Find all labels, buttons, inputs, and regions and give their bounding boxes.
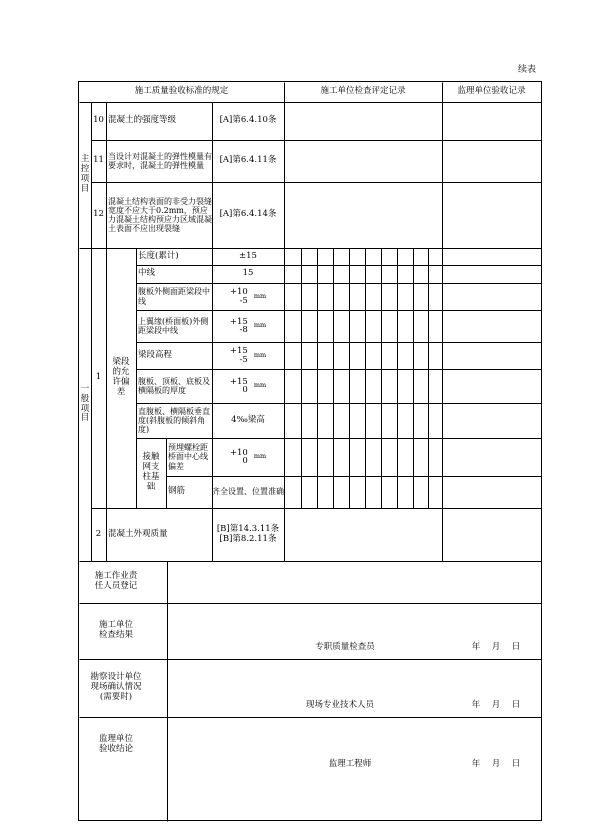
date-month-1: 月 (491, 642, 501, 653)
general-label: 一 般 项 目 (80, 383, 90, 424)
continued-label: 续表 (517, 64, 536, 75)
row-name-rebar: 钢筋 (168, 486, 186, 497)
item-desc-appearance: 混凝土外观质量 (108, 528, 168, 539)
main-control-label: 主 控 项 目 (80, 154, 90, 194)
item-ref-12: [A]第6.4.14条 (219, 209, 277, 220)
date-day-3: 日 (511, 759, 521, 770)
date-month-2: 月 (491, 700, 501, 711)
row-tol-thickness: +15 0 mm (229, 376, 267, 395)
item-ref-appearance: [B]第14.3.11条 [B]第8.2.11条 (216, 523, 280, 544)
row-name-bolt: 预埋螺栓距桥面中心线偏差 (168, 443, 208, 471)
item-desc-12: 混凝土结构表面的非受力裂缝宽度不应大于0.2mm，预应力混凝土结构预应力区域混凝土表面不应出现裂缝 (108, 196, 212, 234)
item-ref-10: [A]第6.4.10条 (219, 115, 277, 126)
row-tol-flange-offset: +15 -8 mm (229, 316, 267, 335)
col-header-supervisor: 监理单位验收记录 (457, 86, 526, 97)
row-name-flange-offset: 上翼缘(桥面板)外侧距梁段中线 (138, 316, 209, 335)
row-tol-verticality: 4‰梁高 (231, 414, 265, 425)
row-tol-elevation: +15 -5 mm (229, 346, 267, 365)
date-year-2: 年 (471, 700, 481, 711)
quality-inspector-label: 专职质量检查员 (315, 642, 375, 653)
col-header-standard: 施工质量验收标准的规定 (134, 86, 229, 97)
item-no-12: 12 (93, 209, 104, 220)
footer-design-confirm-label: 勘察设计单位现场确认情况(需要时) (90, 672, 142, 702)
row-tol-bolt: +10 0 mm (229, 447, 267, 466)
col-header-contractor: 施工单位检查评定记录 (320, 86, 406, 97)
site-tech-label: 现场专业技术人员 (305, 700, 374, 711)
tolerance-group-label: 梁段 的允 许偏 差 (112, 357, 130, 397)
supervising-engineer-label: 监理工程师 (328, 759, 372, 770)
date-year-1: 年 (471, 642, 481, 653)
general-item-no-1: 1 (95, 372, 102, 383)
row-name-centerline: 中线 (138, 268, 156, 279)
row-tol-web-offset: +10 -5 mm (229, 287, 267, 306)
footer-supervisor-conclusion-label: 监理单位验收结论 (98, 733, 133, 754)
row-name-length: 长度(累计) (138, 250, 179, 261)
date-day-1: 日 (511, 642, 521, 653)
contact-network-label: 接触 网支 柱基 础 (142, 452, 160, 492)
item-no-10: 10 (93, 115, 104, 126)
item-desc-11: 当设计对混凝土的弹性模量有要求时，混凝土的弹性模量 (108, 151, 212, 170)
footer-contractor-result-label: 施工单位检查结果 (98, 620, 133, 640)
general-item-no-2: 2 (95, 528, 102, 539)
row-tol-rebar: 齐全设置、位置准确 (212, 487, 284, 497)
row-name-web-offset: 腹板外侧面距梁段中线 (138, 287, 210, 306)
row-tol-length: ±15 (239, 250, 257, 261)
date-month-3: 月 (491, 759, 501, 770)
row-name-verticality: 直腹板、横隔板垂直度(斜腹板的倾斜角度) (138, 406, 210, 435)
item-desc-10: 混凝土的强度等级 (108, 115, 177, 126)
item-ref-11: [A]第6.4.11条 (219, 155, 277, 166)
item-no-11: 11 (93, 155, 104, 166)
date-day-2: 日 (511, 700, 521, 711)
row-tol-centerline: 15 (242, 268, 254, 279)
row-name-elevation: 梁段高程 (138, 349, 173, 360)
row-name-thickness: 腹板、顶板、底板及横隔板的厚度 (138, 376, 210, 395)
footer-responsible-label: 施工作业责任人员登记 (94, 571, 138, 591)
date-year-3: 年 (471, 759, 481, 770)
